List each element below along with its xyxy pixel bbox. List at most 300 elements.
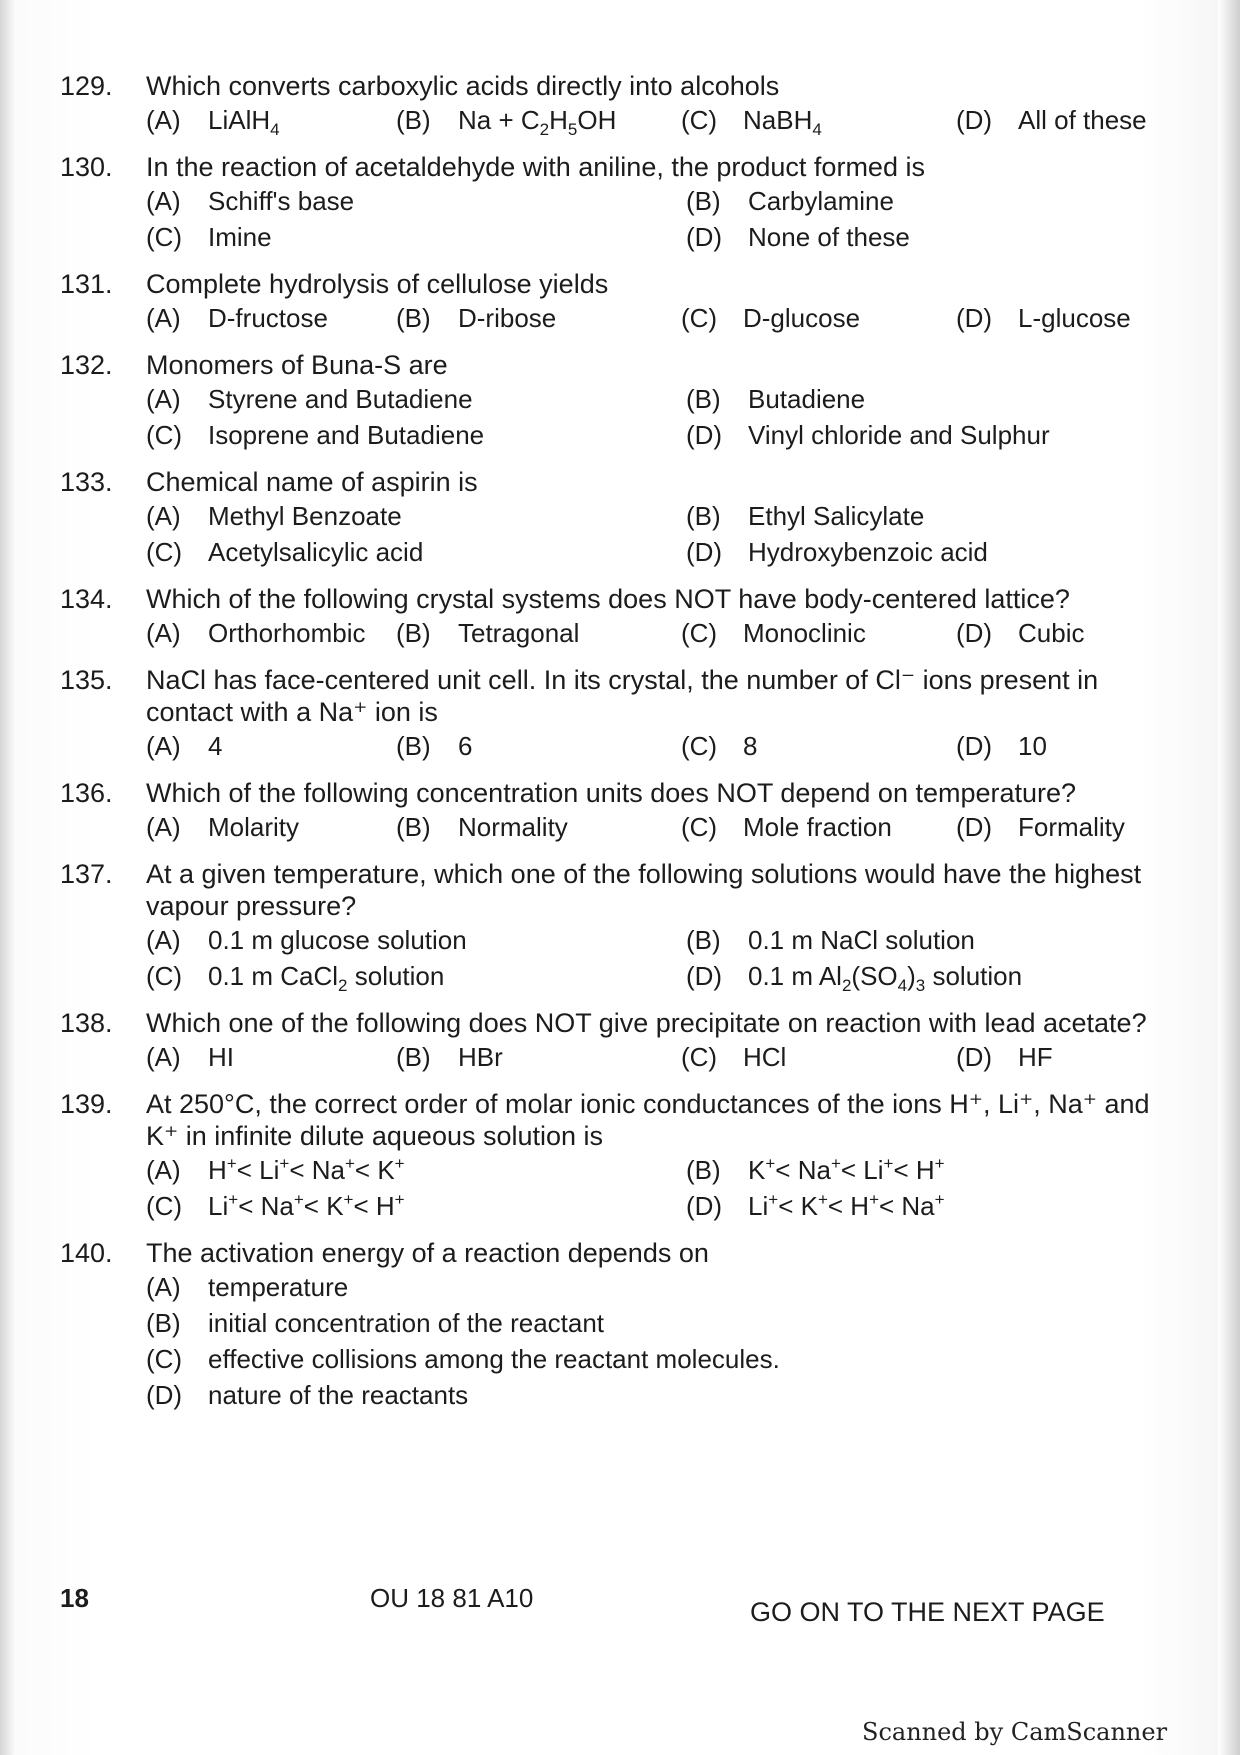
question-stem-line <box>60 1120 1200 1152</box>
question-132 <box>60 349 1200 453</box>
superscript: + <box>869 1190 879 1209</box>
question-number: 133. <box>60 467 113 497</box>
question-135 <box>60 664 1200 764</box>
option-text <box>208 1344 780 1374</box>
option-text <box>1018 105 1147 135</box>
option-text <box>743 105 822 139</box>
option-c <box>681 809 956 845</box>
option-label: (A) <box>146 303 181 333</box>
option-label: (C) <box>681 303 718 333</box>
option-label: (D) <box>956 618 993 648</box>
option-text-part: OH <box>577 105 617 135</box>
question-stem-line <box>60 696 1200 728</box>
options <box>146 1269 1200 1413</box>
scan-edge-left <box>0 0 14 1755</box>
option-a <box>146 183 686 219</box>
option-label: (B) <box>146 1308 181 1338</box>
option-text-part: 0.1 m CaCl <box>208 961 339 991</box>
question-text: Which converts carboxylic acids directly into alcohols <box>146 71 780 101</box>
option-d <box>686 1188 1226 1224</box>
option-d <box>956 615 1226 651</box>
option-text-part: Li <box>208 1191 229 1221</box>
option-a <box>146 1269 1226 1305</box>
option-label: (C) <box>681 812 718 842</box>
option-d <box>956 300 1226 336</box>
option-c <box>146 417 686 453</box>
option-text <box>1018 303 1131 333</box>
question-number: 130. <box>60 152 113 182</box>
question-stem-line <box>60 890 1200 922</box>
option-a <box>146 1039 396 1075</box>
option-b <box>396 809 681 845</box>
question-text: At 250°C, the correct order of molar ionic conductances of the ions H⁺, Li⁺, Na⁺ and <box>146 1089 1150 1119</box>
option-label: (D) <box>146 1380 183 1410</box>
superscript: + <box>226 1154 237 1173</box>
option-b <box>686 1152 1226 1188</box>
option-label: (C) <box>146 537 183 567</box>
option-b <box>396 1039 681 1075</box>
option-text <box>748 1191 945 1221</box>
option-label: (D) <box>686 222 723 252</box>
question-number: 135. <box>60 665 113 695</box>
question-stem-line <box>60 1237 1200 1269</box>
scanner-watermark: Scanned by CamScanner <box>862 1718 1168 1746</box>
option-c <box>681 728 956 764</box>
question-stem-line <box>60 151 1200 183</box>
page-number: 18 <box>60 1583 89 1613</box>
options <box>146 922 1200 994</box>
option-text-part: Orthorhombic <box>208 618 366 648</box>
option-text <box>748 1155 945 1185</box>
option-text <box>458 618 579 648</box>
options <box>146 728 1200 764</box>
option-label: (A) <box>146 105 181 135</box>
superscript: + <box>830 1154 841 1173</box>
question-list <box>60 70 1200 1426</box>
option-text <box>748 501 924 531</box>
option-label: (C) <box>146 1344 183 1374</box>
question-stem-line <box>60 583 1200 615</box>
option-text-part: 4 <box>208 731 223 761</box>
question-stem-line <box>60 1088 1200 1120</box>
option-text-part: < Na <box>238 1191 294 1221</box>
option-text <box>748 925 975 955</box>
option-text-part: effective collisions among the reactant molecules. <box>208 1344 780 1374</box>
option-text <box>748 537 988 567</box>
superscript: + <box>228 1190 239 1209</box>
option-text-part: LiAlH <box>208 105 271 135</box>
option-c <box>146 1341 1226 1377</box>
subscript: 2 <box>539 120 550 139</box>
option-text <box>208 1272 348 1302</box>
option-text-part: solution <box>347 961 445 991</box>
superscript: + <box>394 1154 405 1173</box>
subscript: 3 <box>915 976 926 995</box>
superscript: + <box>817 1190 828 1209</box>
question-text: At a given temperature, which one of the following solutions would have the highest <box>146 859 1142 889</box>
option-text-part: < Li <box>840 1155 884 1185</box>
option-label: (C) <box>146 961 183 991</box>
question-138 <box>60 1007 1200 1075</box>
option-text <box>208 105 280 139</box>
option-label: (C) <box>681 105 718 135</box>
option-d <box>956 728 1226 764</box>
option-text-part: 0.1 m Al <box>748 961 842 991</box>
question-text: Which of the following concentration units does NOT depend on temperature? <box>146 778 1077 808</box>
question-text: vapour pressure? <box>146 891 357 921</box>
superscript: + <box>934 1190 945 1209</box>
option-text-part: temperature <box>208 1272 349 1302</box>
option-text <box>208 1191 405 1221</box>
option-label: (A) <box>146 731 181 761</box>
option-text-part: Schiff's base <box>208 186 355 216</box>
option-text-part: Tetragonal <box>458 618 580 648</box>
question-139 <box>60 1088 1200 1224</box>
superscript: + <box>279 1154 290 1173</box>
option-text <box>748 222 910 252</box>
question-134 <box>60 583 1200 651</box>
option-label: (D) <box>956 812 993 842</box>
options <box>146 1039 1200 1075</box>
options <box>146 102 1200 138</box>
question-text: NaCl has face-centered unit cell. In its crystal, the number of Cl⁻ ions present in <box>146 665 1099 695</box>
question-129 <box>60 70 1200 138</box>
question-stem-line <box>60 777 1200 809</box>
superscript: + <box>768 1190 779 1209</box>
question-number: 140. <box>60 1238 113 1268</box>
option-b <box>396 102 681 138</box>
option-text <box>208 186 354 216</box>
option-text-part: Methyl Benzoate <box>208 501 402 531</box>
option-text-part: D-ribose <box>458 303 557 333</box>
question-text: The activation energy of a reaction depends on <box>146 1238 709 1268</box>
question-number: 137. <box>60 859 113 889</box>
option-label: (B) <box>396 303 431 333</box>
option-text <box>208 420 484 450</box>
question-number: 134. <box>60 584 113 614</box>
superscript: + <box>934 1154 945 1173</box>
option-text-part: < Na <box>289 1155 345 1185</box>
option-text <box>208 1155 405 1185</box>
option-text <box>208 303 328 333</box>
option-text-part: Carbylamine <box>748 186 894 216</box>
option-text <box>458 1042 503 1072</box>
question-130 <box>60 151 1200 255</box>
question-text: Chemical name of aspirin is <box>146 467 478 497</box>
option-b <box>396 615 681 651</box>
question-stem-line <box>60 1007 1200 1039</box>
option-text-part: L-glucose <box>1018 303 1131 333</box>
option-b <box>686 183 1226 219</box>
option-b <box>396 300 681 336</box>
option-text <box>1018 618 1084 648</box>
option-text <box>208 1042 234 1072</box>
option-label: (D) <box>956 105 993 135</box>
superscript: + <box>765 1154 776 1173</box>
option-label: (D) <box>686 1191 723 1221</box>
option-d <box>956 1039 1226 1075</box>
option-label: (A) <box>146 384 181 414</box>
option-text-part: < K <box>303 1191 344 1221</box>
option-text <box>208 222 272 252</box>
option-label: (C) <box>146 1191 183 1221</box>
scan-edge-right <box>1218 0 1240 1755</box>
option-text-part: Na + C <box>458 105 540 135</box>
question-number: 129. <box>60 71 113 101</box>
option-label: (A) <box>146 1042 181 1072</box>
option-d <box>956 102 1226 138</box>
option-label: (B) <box>686 1155 721 1185</box>
option-c <box>681 300 956 336</box>
option-label: (B) <box>686 384 721 414</box>
option-d <box>146 1377 1226 1413</box>
option-label: (C) <box>681 618 718 648</box>
subscript: 4 <box>812 120 822 139</box>
question-137 <box>60 858 1200 994</box>
option-label: (D) <box>956 731 993 761</box>
question-stem-line <box>60 466 1200 498</box>
option-label: (D) <box>686 537 723 567</box>
option-label: (B) <box>686 925 721 955</box>
option-text-part: Normality <box>458 812 568 842</box>
option-d <box>686 417 1226 453</box>
option-text <box>743 303 860 333</box>
option-a <box>146 498 686 534</box>
subscript: 2 <box>338 976 348 995</box>
option-label: (A) <box>146 812 181 842</box>
option-text-part: Isoprene and Butadiene <box>208 420 485 450</box>
option-text <box>1018 812 1125 842</box>
option-text <box>1018 731 1047 761</box>
option-text <box>458 812 568 842</box>
option-text-part: < Na <box>775 1155 831 1185</box>
option-a <box>146 300 396 336</box>
option-label: (C) <box>681 1042 718 1072</box>
option-text-part: Formality <box>1018 812 1125 842</box>
option-text <box>743 812 892 842</box>
option-text-part: None of these <box>748 222 910 252</box>
question-number: 132. <box>60 350 113 380</box>
option-text-part: HCl <box>743 1042 787 1072</box>
question-number <box>60 696 146 728</box>
option-text-part: < H <box>827 1191 870 1221</box>
options <box>146 183 1200 255</box>
option-text-part: Styrene and Butadiene <box>208 384 473 414</box>
option-text-part: < Li <box>236 1155 280 1185</box>
subscript: 4 <box>270 120 280 139</box>
option-c <box>681 615 956 651</box>
question-text: Complete hydrolysis of cellulose yields <box>146 269 609 299</box>
option-a <box>146 381 686 417</box>
option-label: (B) <box>686 186 721 216</box>
option-text-part: initial concentration of the reactant <box>208 1308 605 1338</box>
option-text-part: < K <box>354 1155 395 1185</box>
question-stem-line <box>60 70 1200 102</box>
option-d <box>686 958 1226 994</box>
option-text <box>208 501 402 531</box>
option-label: (A) <box>146 925 181 955</box>
option-text-part: Ethyl Salicylate <box>748 501 925 531</box>
option-label: (A) <box>146 618 181 648</box>
question-text: Monomers of Buna-S are <box>146 350 448 380</box>
question-number <box>60 890 146 922</box>
option-text <box>208 961 445 995</box>
question-131 <box>60 268 1200 336</box>
option-label: (C) <box>146 420 183 450</box>
option-text-part: HI <box>208 1042 234 1072</box>
option-c <box>146 219 686 255</box>
option-text-part: Acetylsalicylic acid <box>208 537 424 567</box>
option-text-part: 8 <box>743 731 758 761</box>
question-number: 136. <box>60 778 113 808</box>
question-stem-line <box>60 268 1200 300</box>
option-d <box>956 809 1226 845</box>
option-text <box>748 420 1050 450</box>
option-c <box>146 1188 686 1224</box>
options <box>146 498 1200 570</box>
options <box>146 1152 1200 1224</box>
option-text <box>748 186 894 216</box>
option-text-part: D-fructose <box>208 303 328 333</box>
question-133 <box>60 466 1200 570</box>
next-page-note: GO ON TO THE NEXT PAGE <box>750 1597 1105 1627</box>
option-text <box>208 1380 468 1410</box>
option-text-part: < H <box>353 1191 395 1221</box>
option-text-part: 0.1 m NaCl solution <box>748 925 975 955</box>
question-text: K⁺ in infinite dilute aqueous solution is <box>146 1121 604 1151</box>
option-label: (B) <box>396 618 431 648</box>
option-text <box>743 1042 786 1072</box>
question-text: Which one of the following does NOT give precipitate on reaction with lead acetate? <box>146 1008 1147 1038</box>
option-label: (A) <box>146 1155 181 1185</box>
paper-code: OU 18 81 A10 <box>370 1583 534 1613</box>
question-136 <box>60 777 1200 845</box>
option-label: (A) <box>146 501 181 531</box>
option-b <box>686 381 1226 417</box>
option-a <box>146 922 686 958</box>
option-label: (B) <box>396 731 431 761</box>
options <box>146 300 1200 336</box>
option-a <box>146 615 396 651</box>
question-140 <box>60 1237 1200 1413</box>
option-text-part: Mole fraction <box>743 812 892 842</box>
option-text-part: Butadiene <box>748 384 866 414</box>
option-text <box>208 1308 604 1338</box>
option-text-part: < H <box>893 1155 935 1185</box>
option-text-part: 6 <box>458 731 473 761</box>
question-stem-line <box>60 349 1200 381</box>
option-label: (D) <box>956 1042 993 1072</box>
option-text <box>208 812 299 842</box>
option-label: (B) <box>396 105 431 135</box>
question-stem-line <box>60 858 1200 890</box>
option-text-part: K <box>748 1155 766 1185</box>
option-text <box>748 961 1023 995</box>
option-label: (B) <box>396 812 431 842</box>
option-text-part: Hydroxybenzoic acid <box>748 537 988 567</box>
option-label: (A) <box>146 1272 181 1302</box>
option-text-part: 0.1 m glucose solution <box>208 925 467 955</box>
option-a <box>146 102 396 138</box>
superscript: + <box>343 1190 354 1209</box>
option-text <box>1018 1042 1053 1072</box>
option-text-part: H <box>208 1155 227 1185</box>
question-number: 131. <box>60 269 113 299</box>
option-text <box>743 731 757 761</box>
option-text-part: Monoclinic <box>743 618 866 648</box>
option-text <box>208 618 366 648</box>
option-b <box>686 498 1226 534</box>
option-c <box>146 958 686 994</box>
question-text: Which of the following crystal systems does NOT have body-centered lattice? <box>146 584 1070 614</box>
option-label: (A) <box>146 186 181 216</box>
subscript: 2 <box>841 976 852 995</box>
option-text <box>208 731 222 761</box>
option-text <box>208 537 423 567</box>
option-label: (D) <box>686 961 723 991</box>
option-text-part: Imine <box>208 222 272 252</box>
question-number: 138. <box>60 1008 113 1038</box>
option-text-part: D-glucose <box>743 303 861 333</box>
option-text-part: nature of the reactants <box>208 1380 469 1410</box>
superscript: + <box>394 1190 405 1209</box>
option-text-part: Li <box>748 1191 769 1221</box>
option-label: (D) <box>956 303 993 333</box>
option-text-part: NaBH <box>743 105 813 135</box>
option-text-part: ) <box>907 961 916 991</box>
option-label: (C) <box>146 222 183 252</box>
option-text-part: HF <box>1018 1042 1053 1072</box>
option-label: (B) <box>686 501 721 531</box>
option-label: (D) <box>686 420 723 450</box>
question-text: contact with a Na⁺ ion is <box>146 697 438 727</box>
option-text-part: solution <box>925 961 1023 991</box>
option-text-part: (SO <box>851 961 898 991</box>
question-number <box>60 1120 146 1152</box>
option-text <box>748 384 865 414</box>
option-c <box>681 102 956 138</box>
option-text-part: HBr <box>458 1042 503 1072</box>
question-stem-line <box>60 664 1200 696</box>
option-text <box>208 384 473 414</box>
options <box>146 809 1200 845</box>
option-a <box>146 728 396 764</box>
option-c <box>146 534 686 570</box>
question-number: 139. <box>60 1089 113 1119</box>
option-text-part: Vinyl chloride and Sulphur <box>748 420 1050 450</box>
option-label: (B) <box>396 1042 431 1072</box>
option-b <box>686 922 1226 958</box>
superscript: + <box>883 1154 894 1173</box>
option-text <box>208 925 467 955</box>
superscript: + <box>344 1154 355 1173</box>
option-b <box>146 1305 1226 1341</box>
option-text-part: Cubic <box>1018 618 1085 648</box>
option-text-part: 10 <box>1018 731 1047 761</box>
options <box>146 615 1200 651</box>
option-a <box>146 1152 686 1188</box>
subscript: 4 <box>897 976 908 995</box>
option-text <box>458 303 556 333</box>
superscript: + <box>293 1190 304 1209</box>
option-text-part: < Na <box>879 1191 935 1221</box>
option-text-part: Molarity <box>208 812 300 842</box>
subscript: 5 <box>567 120 578 139</box>
option-text <box>458 731 472 761</box>
option-label: (C) <box>681 731 718 761</box>
option-a <box>146 809 396 845</box>
option-text <box>458 105 617 139</box>
